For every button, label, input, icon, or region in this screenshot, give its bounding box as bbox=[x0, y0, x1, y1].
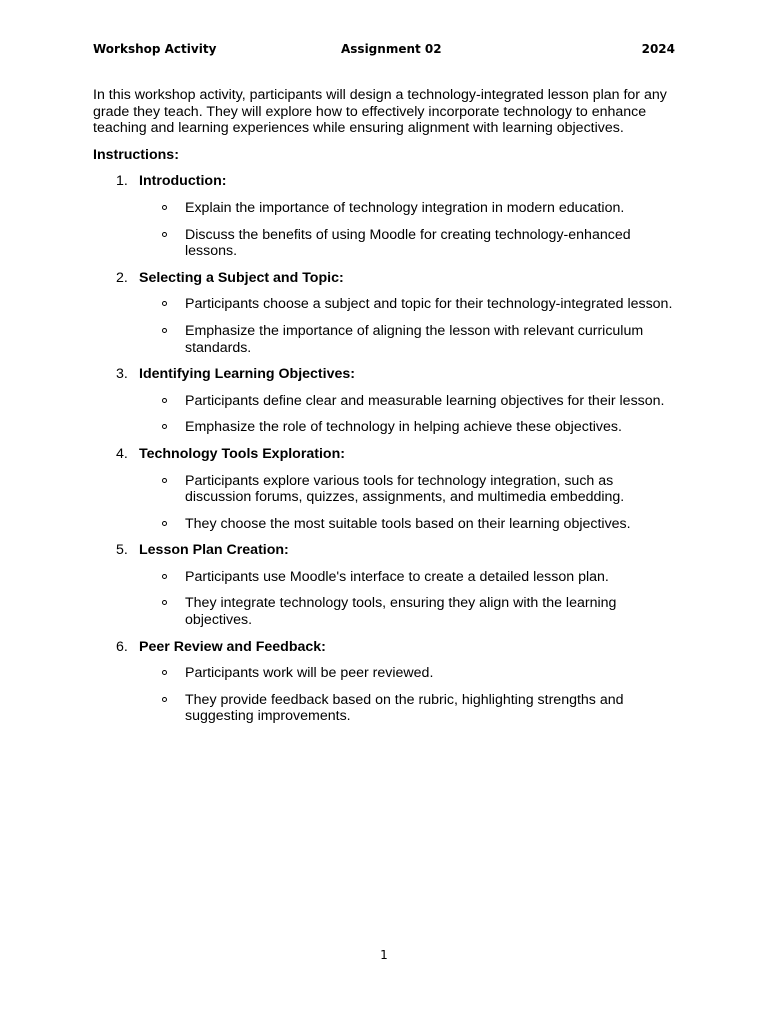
bullet-text: They provide feedback based on the rubric, highlighting strengths and suggesting improvements. bbox=[185, 691, 624, 725]
instruction-step bbox=[93, 446, 683, 532]
instructions-heading: Instructions: bbox=[93, 146, 179, 163]
hollow-bullet-icon bbox=[162, 424, 167, 429]
page-header bbox=[93, 42, 675, 60]
instruction-step bbox=[93, 173, 683, 259]
instruction-step bbox=[93, 639, 683, 725]
hollow-bullet-icon bbox=[162, 328, 167, 333]
bullet-item bbox=[139, 227, 683, 260]
bullet-item bbox=[139, 665, 683, 682]
step-number: 2. bbox=[116, 269, 128, 286]
bullet-item bbox=[139, 200, 683, 217]
hollow-bullet-icon bbox=[162, 574, 167, 579]
bullet-list bbox=[139, 200, 683, 260]
bullet-text: Participants explore various tools for technology integration, such as discussion forums, quizzes, assignments, and multimedia embedding. bbox=[185, 472, 625, 506]
bullet-item bbox=[139, 296, 683, 313]
bullet-item bbox=[139, 419, 683, 436]
bullet-item bbox=[139, 569, 683, 586]
bullet-list bbox=[139, 665, 683, 725]
hollow-bullet-icon bbox=[162, 600, 167, 605]
bullet-list bbox=[139, 393, 683, 436]
instruction-step bbox=[93, 542, 683, 628]
step-title: Identifying Learning Objectives: bbox=[139, 366, 355, 383]
header-year: 2024 bbox=[641, 42, 675, 56]
bullet-item bbox=[139, 473, 683, 506]
hollow-bullet-icon bbox=[162, 232, 167, 237]
bullet-text: Discuss the benefits of using Moodle for creating technology-enhanced lessons. bbox=[185, 226, 631, 260]
bullet-list bbox=[139, 473, 683, 533]
bullet-text: Participants work will be peer reviewed. bbox=[185, 665, 434, 682]
bullet-text: Explain the importance of technology integration in modern education. bbox=[185, 199, 625, 216]
bullet-text: Emphasize the role of technology in helping achieve these objectives. bbox=[185, 419, 622, 436]
bullet-list bbox=[139, 296, 683, 356]
hollow-bullet-icon bbox=[162, 301, 167, 306]
hollow-bullet-icon bbox=[162, 670, 167, 675]
instruction-step bbox=[93, 270, 683, 356]
bullet-text: Participants define clear and measurable learning objectives for their lesson. bbox=[185, 392, 665, 409]
step-title: Introduction: bbox=[139, 173, 227, 190]
bullet-text: Emphasize the importance of aligning the lesson with relevant curriculum standards. bbox=[185, 322, 644, 356]
bullet-item bbox=[139, 692, 683, 725]
bullet-item bbox=[139, 516, 683, 533]
intro-paragraph: In this workshop activity, participants will design a technology-integrated lesson plan for any grade they teach. They will explore how to effectively incorporate technology to enhance teaching and learning experiences while ensuring alignment with learning objectives. bbox=[93, 87, 667, 137]
header-title: Workshop Activity bbox=[93, 42, 217, 56]
hollow-bullet-icon bbox=[162, 398, 167, 403]
bullet-text: They choose the most suitable tools based on their learning objectives. bbox=[185, 515, 631, 532]
bullet-text: They integrate technology tools, ensuring they align with the learning objectives. bbox=[185, 595, 617, 629]
bullet-list bbox=[139, 569, 683, 629]
document-body bbox=[93, 87, 683, 735]
step-number: 3. bbox=[116, 366, 128, 383]
step-number: 4. bbox=[116, 445, 128, 462]
step-number: 5. bbox=[116, 542, 128, 559]
bullet-item bbox=[139, 323, 683, 356]
step-number: 1. bbox=[116, 173, 128, 190]
step-title: Technology Tools Exploration: bbox=[139, 445, 345, 462]
bullet-item bbox=[139, 393, 683, 410]
step-title: Selecting a Subject and Topic: bbox=[139, 269, 344, 286]
hollow-bullet-icon bbox=[162, 697, 167, 702]
step-title: Lesson Plan Creation: bbox=[139, 542, 289, 559]
bullet-item bbox=[139, 595, 683, 628]
instruction-step bbox=[93, 366, 683, 436]
hollow-bullet-icon bbox=[162, 521, 167, 526]
step-number: 6. bbox=[116, 638, 128, 655]
bullet-text: Participants use Moodle's interface to create a detailed lesson plan. bbox=[185, 568, 609, 585]
bullet-text: Participants choose a subject and topic for their technology-integrated lesson. bbox=[185, 296, 673, 313]
hollow-bullet-icon bbox=[162, 478, 167, 483]
hollow-bullet-icon bbox=[162, 205, 167, 210]
step-title: Peer Review and Feedback: bbox=[139, 638, 326, 655]
page-number: 1 bbox=[380, 948, 388, 962]
header-assignment: Assignment 02 bbox=[341, 42, 442, 56]
